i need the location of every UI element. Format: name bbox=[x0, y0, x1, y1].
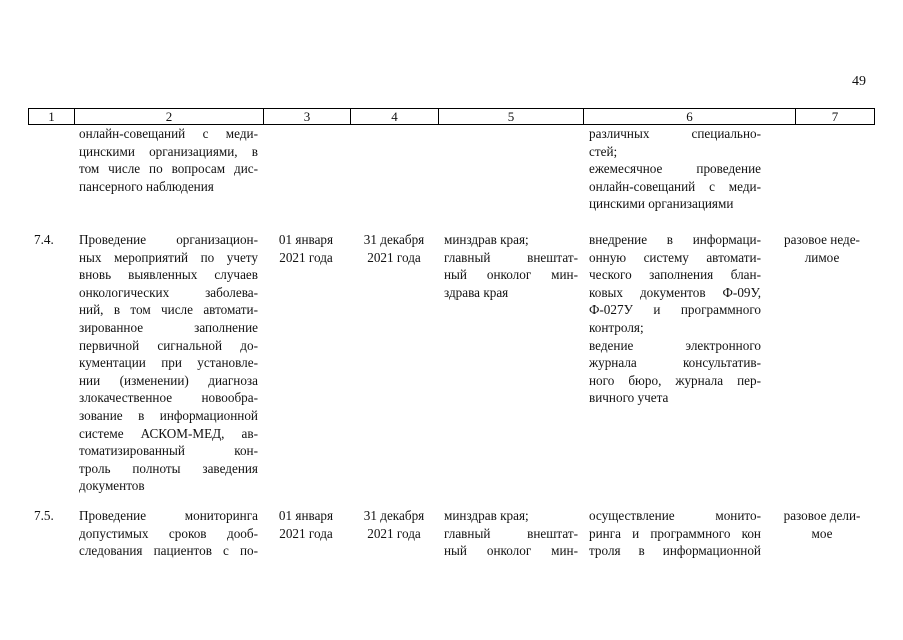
row-responsible: минздрав края; главный внештат- ный онколог мин- bbox=[444, 508, 578, 559]
row-result: осуществление монито- ринга и программного кон троля в информационной bbox=[589, 508, 761, 559]
header-col-5: 5 bbox=[439, 109, 584, 124]
continuation-result: различных специально- стей; ежемесячное проведение онлайн-совещаний с меди- цинскими организациями bbox=[589, 126, 761, 212]
header-col-6: 6 bbox=[584, 109, 796, 124]
row-responsible: минздрав края; главный внештат- ный онколог мин- здрава края bbox=[444, 232, 578, 300]
row-type: разовое неде- лимое bbox=[784, 232, 860, 265]
header-col-4: 4 bbox=[351, 109, 439, 124]
header-col-7: 7 bbox=[831, 109, 839, 124]
row-end-date: 31 декабря 2021 года bbox=[363, 508, 425, 541]
row-start-date: 01 января 2021 года bbox=[278, 508, 334, 541]
row-activity: Проведение мониторинга допустимых сроков дооб- следования пациентов с по- bbox=[79, 508, 258, 559]
row-end-date: 31 декабря 2021 года bbox=[363, 232, 425, 265]
header-col-3: 3 bbox=[264, 109, 351, 124]
page-number: 49 bbox=[852, 74, 866, 89]
row-type: разовое дели- мое bbox=[783, 508, 861, 541]
row-number: 7.5. bbox=[34, 508, 54, 523]
row-number: 7.4. bbox=[34, 232, 54, 247]
continuation-activity: онлайн-совещаний с меди- цинскими организациями, в том числе по вопросам дис- пансерного наблюдения bbox=[79, 126, 258, 194]
header-col-2: 2 bbox=[75, 109, 264, 124]
header-col-1: 1 bbox=[29, 109, 75, 124]
row-result: внедрение в информаци- онную систему автомати- ческого заполнения блан- ковых документов Ф-09У, Ф-027У и программного контроля; ведение электронного журнала консультатив- ного бюро, журнала пер- вичного учета bbox=[589, 232, 761, 406]
table-header-row bbox=[28, 108, 875, 125]
row-activity: Проведение организацион- ных мероприятий по учету вновь выявленных случаев онкологических заболева- ний, в том числе автомати- зированное заполнение первичной сигнальной до- кументации при установле- нии (изменении) диагноза злокачественное новообра- зование в информационной системе АСКОМ-МЕД, ав- томатизированный кон- троль полноты заведения документов bbox=[79, 232, 258, 494]
row-start-date: 01 января 2021 года bbox=[278, 232, 334, 265]
